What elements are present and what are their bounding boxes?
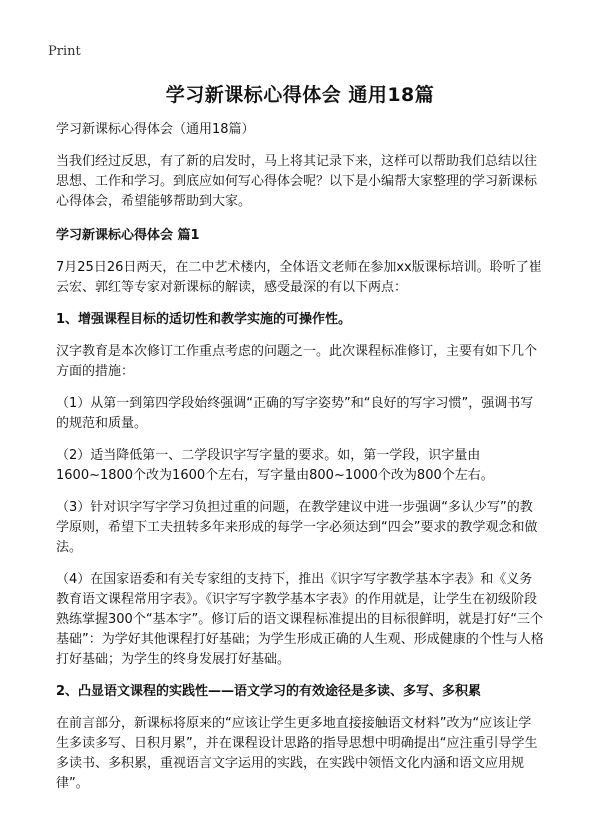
point-heading-1: 1、增强课程目标的适切性和教学实施的可操作性。 (56, 312, 352, 327)
document-subtitle: 学习新课标心得体会（通用18篇） (56, 122, 255, 137)
intro-paragraph: 当我们经过反思，有了新的启发时，马上将其记录下来，这样可以帮助我们总结以往思想、工作和学习。到底应如何写心得体会呢？以下是小编帮大家整理的学习新课标心得体会，希望能够帮助到大家。 (56, 154, 538, 209)
point-heading-2: 2、凸显语文课程的实践性——语文学习的有效途径是多读、多写、多积累 (56, 684, 482, 699)
point2-paragraph: 在前言部分，新课标将原来的“应该让学生更多地直接接触语文材料”改为“应该让学生多读多写、日积月累”，并在课程设计思路的指导思想中明确提出“应注重引导学生多读书、多积累，重视语言文字运用的实践，在实践中领悟文化内涵和语文应用规律”。 (56, 716, 538, 791)
document-title: 学习新课标心得体会 通用18篇 (165, 84, 435, 106)
print-label: Print (48, 44, 81, 59)
section-paragraph: 7月25日26日两天，在二中艺术楼内，全体语文老师在参加xx版课标培训。聆听了崔云宏、郭红等专家对新课标的解读，感受最深的有以下两点： (56, 260, 542, 295)
list-item: （4）在国家语委和有关专家组的支持下，推出《识字写字教学基本字表》和《义务教育语文课程常用字表》。《识字写字教学基本字表》的作用就是，让学生在初级阶段熟练掌握300个“基本字”。修订后的语文课程标准提出的目标很鲜明，就是打好“三个基础”：为学好其他课程打好基础；为学生形成正确的人生观、形成健康的个性与人格打好基础；为学生的终身发展打好基础。 (56, 572, 544, 667)
list-item: （3）针对识字写字学习负担过重的问题，在教学建议中进一步强调“多认少写”的教学原则，希望下工夫扭转多年来形成的每学一字必须达到“四会”要求的教学观念和做法。 (56, 500, 538, 555)
section-heading: 学习新课标心得体会 篇1 (56, 228, 200, 243)
list-item: （2）适当降低第一、二学段识字写字量的要求。如，第一学段，识字量由1600~1800个改为1600个左右，写字量由800~1000个改为800个左右。 (56, 448, 494, 483)
point-intro-paragraph: 汉字教育是本次修订工作重点考虑的问题之一。此次课程标准修订，主要有如下几个方面的措施： (56, 344, 538, 379)
list-item: （1）从第一到第四学段始终强调“正确的写字姿势”和“良好的写字习惯”，强调书写的规范和质量。 (56, 396, 534, 431)
